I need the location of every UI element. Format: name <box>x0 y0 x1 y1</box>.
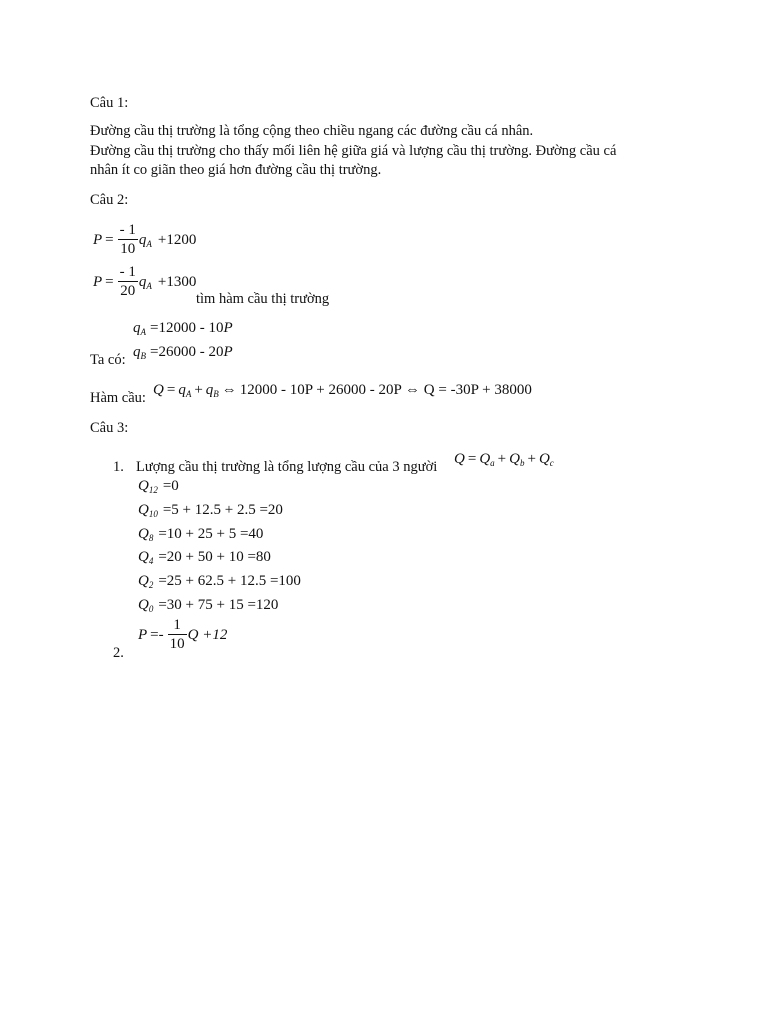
price-subscript: 12 <box>148 485 158 495</box>
eq1-tail: +1200 <box>157 231 197 248</box>
eq1-var: q <box>138 231 147 248</box>
quantity-symbol: Q <box>138 525 149 542</box>
demand-equation-a: P = $\frac{- 1}{10}$ $q_A +1200$ <box>93 222 197 257</box>
price-subscript: 2 <box>148 580 154 591</box>
qb-rhs: =26000 - 20 <box>150 344 224 360</box>
quantity-symbol: Q <box>138 501 149 518</box>
eq2-lhs: P <box>93 273 103 290</box>
quantity-row <box>138 501 283 521</box>
quantity-value: =0 <box>162 478 179 494</box>
quantity-symbol: Q <box>138 549 149 566</box>
ham-cau-rhs: 12000 - 10P + 26000 - 20P ⇔ Q = -30P + 38000 <box>239 382 532 398</box>
quantity-value: =25 + 62.5 + 12.5 =100 <box>158 573 301 590</box>
p-eq-lhs: P <box>138 626 148 643</box>
quantity-row <box>138 525 263 545</box>
quantity-value: =20 + 50 + 10 =80 <box>158 549 271 566</box>
item1-number: 1. <box>113 459 124 475</box>
demand-equation-b: P = $\frac{- 1}{20}$ $q_A +1300$ <box>93 264 197 299</box>
eq2-fraction <box>118 264 138 301</box>
qa-rhs: =12000 - 10 <box>150 320 224 336</box>
quantity-row <box>138 477 179 497</box>
quantity-value: =5 + 12.5 + 2.5 =20 <box>162 501 283 518</box>
qa-sub: A <box>140 327 146 337</box>
p-eq-num: 1 <box>173 617 181 633</box>
ham-cau-equation: $Q = q_A + q_B$ ⇔ 12000 - 10P + 26000 - 20P ⇔ Q = -30P + 38000 <box>153 382 532 399</box>
quantity-symbol: Q <box>138 478 149 494</box>
quantity-value: =10 + 25 + 5 =40 <box>158 525 264 542</box>
price-subscript: 4 <box>148 556 154 567</box>
ham-cau-label: Hàm cầu: <box>90 390 146 406</box>
cau1-line2: Đường cầu thị trường cho thấy mối liên hệ giữa giá và lượng cầu thị trường. Đường cầu cá <box>90 142 617 159</box>
p-eq-tail: Q +12 <box>187 626 228 643</box>
quantity-row <box>138 596 278 616</box>
p-eq-fraction <box>168 617 187 654</box>
quantity-symbol: Q <box>138 573 149 590</box>
qb-p: P <box>223 344 233 360</box>
find-market-demand-text: tìm hàm cầu thị trường <box>196 291 330 307</box>
cau3-heading: Câu 3: <box>90 420 129 436</box>
item1-text: Lượng cầu thị trường là tổng lượng cầu của 3 người <box>136 459 438 475</box>
item2-number: 2. <box>113 645 124 661</box>
cau1-heading: Câu 1: <box>90 95 129 111</box>
sum-equation: $Q = Q_a + Q_b + Q_c$ <box>454 451 554 468</box>
eq1-lhs: P <box>93 231 103 248</box>
qa-equation <box>133 319 233 339</box>
eq2-sub: A <box>146 280 152 291</box>
qa-var: q <box>133 320 141 336</box>
p-eq-den: 10 <box>169 636 185 652</box>
eq2-var: q <box>138 273 147 290</box>
p-eq-sign: =- <box>150 626 164 643</box>
qb-var: q <box>133 344 141 360</box>
price-subscript: 10 <box>148 508 158 519</box>
eq1-sub: A <box>146 238 152 249</box>
qb-sub: B <box>140 351 146 361</box>
eq2-tail: +1300 <box>157 273 197 290</box>
quantity-symbol: Q <box>138 597 149 613</box>
quantity-row <box>138 572 301 592</box>
cau1-line3: nhân ít co giãn theo giá hơn đường cầu thị trường. <box>90 162 382 178</box>
eq1-den: 10 <box>118 239 138 259</box>
price-subscript: 0 <box>148 604 154 614</box>
cau2-heading: Câu 2: <box>90 192 129 208</box>
cau1-line1: Đường cầu thị trường là tổng cộng theo chiều ngang các đường cầu cá nhân. <box>90 123 534 139</box>
cau1-paragraph <box>90 122 660 181</box>
ta-co-label: Ta có: <box>90 352 126 368</box>
eq1-num: - 1 <box>119 222 136 238</box>
qb-equation <box>133 343 233 363</box>
qa-p: P <box>223 320 233 336</box>
quantity-value: =30 + 75 + 15 =120 <box>158 597 279 613</box>
eq2-den: 20 <box>118 281 138 301</box>
price-subscript: 8 <box>148 532 154 543</box>
quantity-row <box>138 548 271 568</box>
eq1-fraction <box>118 222 138 259</box>
eq2-num: - 1 <box>119 264 136 280</box>
inverse-demand-equation <box>138 617 227 654</box>
